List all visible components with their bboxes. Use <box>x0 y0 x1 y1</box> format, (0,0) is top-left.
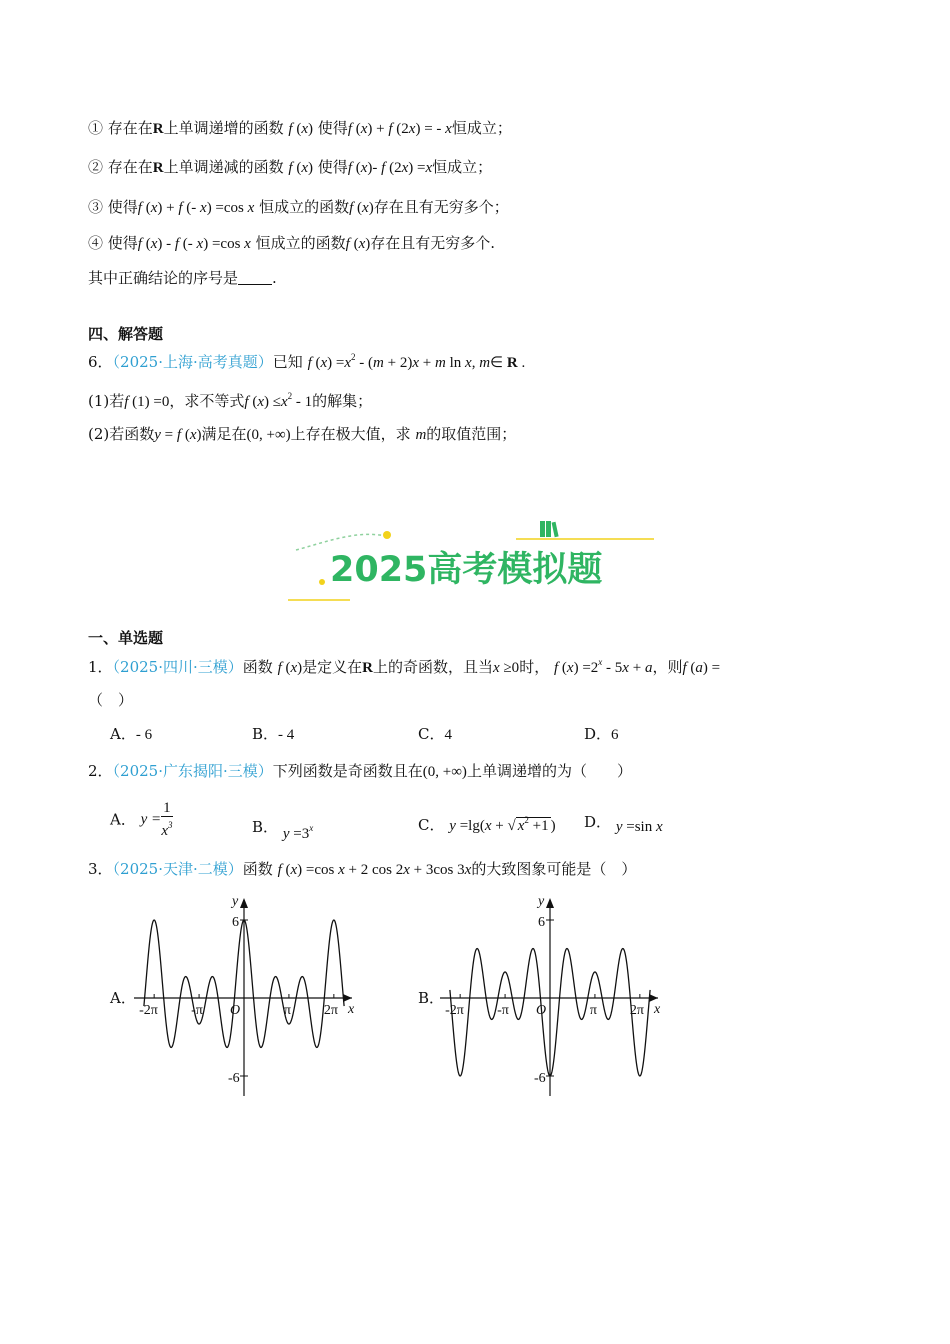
formula: y =sin x <box>615 819 663 835</box>
y-tick-label: -6 <box>534 1071 546 1086</box>
q1-option-a[interactable]: A．- 6 <box>110 725 153 743</box>
formula: f (x) <box>277 660 303 676</box>
x-tick-label: -2π <box>445 1003 464 1018</box>
formula: f (a) = <box>682 660 721 676</box>
formula: f $(x) \le x^2 - 1$ <box>244 391 313 410</box>
x-tick-label: -2π <box>139 1003 158 1018</box>
y-axis-label: y <box>538 894 545 909</box>
graph-b-label[interactable]: B． <box>418 989 445 1007</box>
section-heading: 一、单选题 <box>88 629 164 647</box>
x-tick-label: -π <box>497 1003 509 1018</box>
question-3: 3．（2025·天津·二模）函数 f (x) =cos x + 2 cos 2x + 3cos 3x的大致图象可能是（ ） <box>88 860 637 878</box>
y-axis-arrow <box>546 898 554 908</box>
q2-option-d[interactable]: D． y =sin x <box>584 813 663 835</box>
q1-option-d[interactable]: D．6 <box>584 725 619 743</box>
formula: f (x) <box>349 200 374 216</box>
y-tick-label: 6 <box>232 915 239 930</box>
banner-title: 2025高考模拟题 <box>330 550 603 590</box>
x-axis-arrow <box>343 994 352 1002</box>
question-6: 6．（2025·上海·高考真题）已知 f $(x) =x^2 - (m + 2)x + m$ ln x, m∈ R . <box>88 352 526 371</box>
statement-3: ③ 使得f (x) + f (- x) =cos x 恒成立的函数f (x)存在且有无穷多个； <box>88 198 509 216</box>
formula: f (x) + f (- x) =cos x <box>137 200 255 216</box>
question-1: 1．（2025·四川·三模）函数 f (x)是定义在R上的奇函数，且当x ≥0时， f $(x) =2^x - 5x + a$，则f (a) = <box>88 657 721 676</box>
formula: f (x) <box>345 236 371 252</box>
y-axis-label: y <box>232 894 239 909</box>
question-prompt: 其中正确结论的序号是 . <box>88 269 277 287</box>
y-tick-label: -6 <box>228 1071 240 1086</box>
section-heading: 四、解答题 <box>88 325 164 343</box>
q2-option-a[interactable]: A． y = $\frac{1}{x^3}$ <box>110 800 173 839</box>
x-tick-label: 2π <box>323 1003 338 1018</box>
q2-option-b[interactable]: B． $y =3^x$ <box>252 818 314 842</box>
formula: f (x)- f (2x) =x <box>347 160 433 176</box>
graph-a-label[interactable]: A． <box>110 989 136 1007</box>
formula: f $(x) =2^x - 5x + a$ <box>553 657 653 676</box>
formula: f (x) + f (2x) = - x <box>347 121 452 137</box>
x-tick-label: 2π <box>629 1003 644 1018</box>
x-tick-label: π <box>589 1003 598 1018</box>
x-axis-label: x <box>348 1002 355 1017</box>
formula: (0, +∞) <box>246 427 291 443</box>
x-axis-label: x <box>654 1002 661 1017</box>
formula: (0, +∞) <box>422 764 467 780</box>
graph-a[interactable] <box>134 888 368 1100</box>
q1-option-b[interactable]: B．- 4 <box>252 725 295 743</box>
formula: f (x) =cos x + 2 cos 2x + 3cos 3x <box>277 862 472 878</box>
q2-option-c[interactable]: C． y =lg(x + √ $x^2 +1$ ) <box>418 815 556 834</box>
formula: f $(x) =x^2 - (m + 2)x + m$ ln x, m∈ R . <box>307 352 526 371</box>
section-banner <box>286 512 658 606</box>
formula: x ≥0 <box>493 660 520 676</box>
formula: f (1) =0 <box>124 394 170 410</box>
graph-b[interactable] <box>440 888 674 1100</box>
question-1-paren: （ ） <box>88 691 134 709</box>
origin-label: O <box>230 1003 241 1018</box>
question-2: 2．（2025·广东揭阳·三模）下列函数是奇函数且在(0, +∞)上单调递增的为（ ） <box>88 762 632 780</box>
answer-blank[interactable] <box>238 270 272 285</box>
formula: f (x) - f (- x) =cos x <box>137 236 251 252</box>
statement-1: ① 存在在R上单调递增的函数 f (x) 使得f (x) + f (2x) = - x恒成立； <box>88 119 512 137</box>
y-tick-label: 6 <box>538 915 545 930</box>
origin-label: O <box>536 1003 547 1018</box>
x-axis-arrow <box>649 994 658 1002</box>
fraction: $\frac{1}{x^3}$ <box>161 800 173 839</box>
question-6-part-2: (2)若函数y = f (x)满足在(0, +∞)上存在极大值，求 m的取值范围； <box>88 425 517 443</box>
formula: y =lg(x + √ $x^2 +1$ ) <box>449 815 556 834</box>
x-tick-label: π <box>283 1003 292 1018</box>
x-tick-label: -π <box>191 1003 203 1018</box>
question-6-part-1: (1)若f (1) =0，求不等式f $(x) \le x^2 - 1$的解集； <box>88 391 373 410</box>
formula: f (x) <box>288 121 314 137</box>
formula: y = <box>140 811 162 828</box>
formula: f (x) <box>288 160 314 176</box>
statement-2: ② 存在在R上单调递减的函数 f (x) 使得f (x)- f (2x) =x恒成立； <box>88 158 493 176</box>
statement-4: ④ 使得f (x) - f (- x) =cos x 恒成立的函数f (x)存在且有无穷多个. <box>88 234 496 252</box>
q1-option-c[interactable]: C．4 <box>418 725 452 743</box>
y-axis-arrow <box>240 898 248 908</box>
formula: $y =3^x$ <box>282 823 314 842</box>
formula: y = f (x) <box>154 427 202 443</box>
